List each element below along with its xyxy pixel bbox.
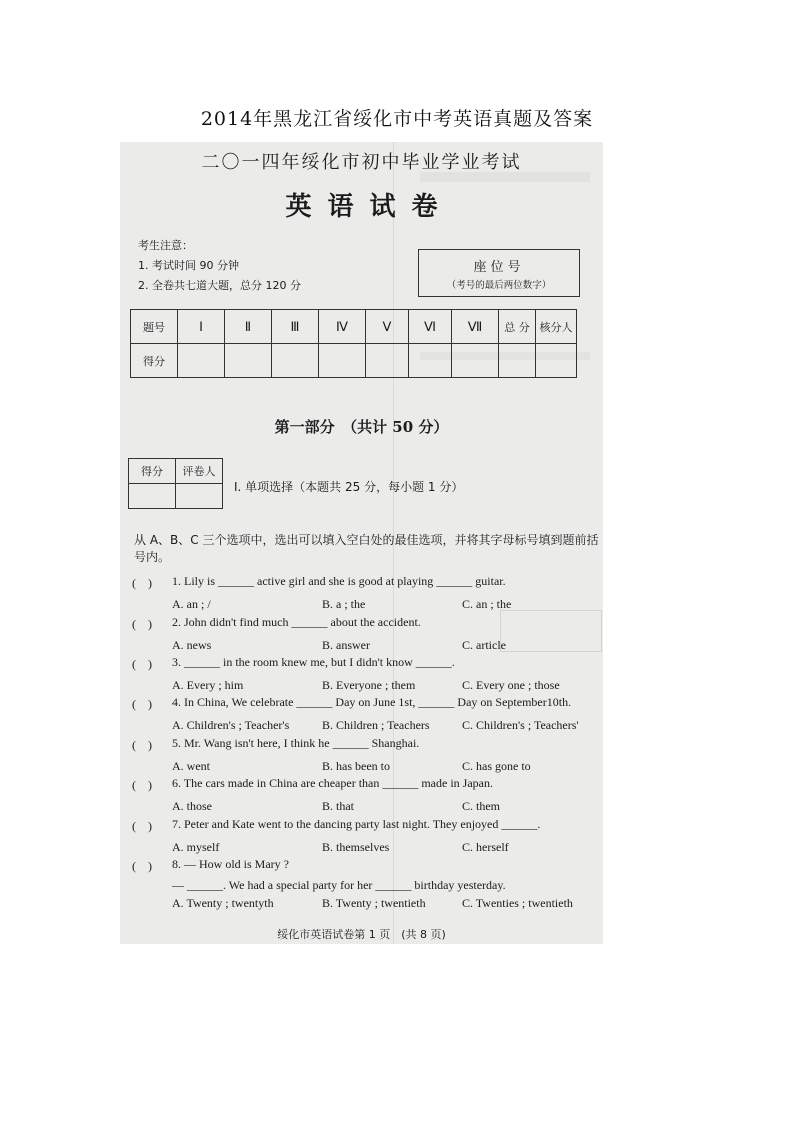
question-item xyxy=(132,776,597,814)
document-title: 2014年黑龙江省绥化市中考英语真题及答案 xyxy=(200,108,594,130)
option-c: C. article xyxy=(462,638,506,652)
answer-bracket: ( ) xyxy=(132,859,152,873)
grader-table xyxy=(128,458,223,509)
option-a: A. Children's ; Teacher's xyxy=(172,718,290,732)
score-cell xyxy=(319,344,366,378)
question-stem: 3. ______ in the room knew me, but I didn't know ______. xyxy=(172,655,455,669)
question-item xyxy=(132,655,597,693)
option-c: C. an ; the xyxy=(462,597,512,611)
option-a: A. an ; / xyxy=(172,597,211,611)
option-c: C. has gone to xyxy=(462,759,531,773)
option-a: A. news xyxy=(172,638,212,652)
option-c: C. Twenties ; twentieth xyxy=(462,896,573,910)
option-a: A. went xyxy=(172,759,210,773)
candidate-notice xyxy=(138,236,301,296)
part-title: 第一部分 （共计 50 分） xyxy=(274,418,449,436)
grader-header: 得分 xyxy=(129,459,176,484)
answer-bracket: ( ) xyxy=(132,617,152,631)
question-stem: 1. Lily is ______ active girl and she is good at playing ______ guitar. xyxy=(172,574,506,588)
answer-bracket: ( ) xyxy=(132,778,152,792)
question-stem: 6. The cars made in China are cheaper than ______ made in Japan. xyxy=(172,776,493,790)
scanned-exam-page xyxy=(120,142,603,944)
question-item xyxy=(132,615,597,653)
score-table-score-row xyxy=(131,344,577,378)
section-title: Ⅰ. 单项选择（本题共 25 分，每小题 1 分） xyxy=(234,480,464,494)
section-instruction: 从 A、B、C 三个选项中，选出可以填入空白处的最佳选项，并将其字母标号填到题前括号内。 xyxy=(134,533,599,564)
score-table-header-row xyxy=(131,310,577,344)
seat-hint: （考号的最后两位数字） xyxy=(446,280,552,291)
paper-title: 英语试卷 xyxy=(285,192,454,222)
question-stem: 8. — How old is Mary ? xyxy=(172,857,289,871)
score-table xyxy=(130,309,577,378)
score-cell xyxy=(366,344,409,378)
question-stem: 2. John didn't find much ______ about the accident. xyxy=(172,615,421,629)
column-header: Ⅲ xyxy=(272,310,319,344)
score-cell xyxy=(409,344,452,378)
column-header: Ⅰ xyxy=(178,310,225,344)
option-b: B. has been to xyxy=(322,759,390,773)
column-header: 核分人 xyxy=(536,310,577,344)
answer-bracket: ( ) xyxy=(132,657,152,671)
column-header: Ⅵ xyxy=(409,310,452,344)
option-b: B. Everyone ; them xyxy=(322,678,416,692)
column-header: Ⅱ xyxy=(225,310,272,344)
question-stem: 7. Peter and Kate went to the dancing party last night. They enjoyed ______. xyxy=(172,817,541,831)
column-header: 总 分 xyxy=(499,310,536,344)
option-b: B. that xyxy=(322,799,354,813)
option-c: C. them xyxy=(462,799,500,813)
option-a: A. myself xyxy=(172,840,220,854)
question-item xyxy=(132,736,597,774)
option-b: B. Twenty ; twentieth xyxy=(322,896,426,910)
option-c: C. herself xyxy=(462,840,509,854)
column-header: Ⅴ xyxy=(366,310,409,344)
row-label: 得分 xyxy=(131,344,178,378)
notice-title: 考生注意： xyxy=(138,239,193,252)
option-b: B. answer xyxy=(322,638,370,652)
seat-number-box xyxy=(418,249,580,297)
score-cell xyxy=(272,344,319,378)
answer-bracket: ( ) xyxy=(132,576,152,590)
question-item xyxy=(132,695,597,733)
answer-bracket: ( ) xyxy=(132,697,152,711)
option-b: B. Children ; Teachers xyxy=(322,718,430,732)
answer-bracket: ( ) xyxy=(132,819,152,833)
option-c: C. Every one ; those xyxy=(462,678,560,692)
score-cell xyxy=(452,344,499,378)
column-header: Ⅶ xyxy=(452,310,499,344)
question-stem-line-2: — ______. We had a special party for her ______ birthday yesterday. xyxy=(172,878,506,892)
option-a: A. Every ; him xyxy=(172,678,244,692)
option-b: B. a ; the xyxy=(322,597,366,611)
option-a: A. Twenty ; twentyth xyxy=(172,896,274,910)
question-stem: 4. In China, We celebrate ______ Day on June 1st, ______ Day on September10th. xyxy=(172,695,572,709)
column-header: Ⅳ xyxy=(319,310,366,344)
question-item xyxy=(132,857,597,911)
score-cell xyxy=(178,344,225,378)
grader-cell xyxy=(129,484,176,509)
option-b: B. themselves xyxy=(322,840,390,854)
notice-line: 1. 考试时间 90 分钟 xyxy=(138,259,239,272)
row-label: 题号 xyxy=(131,310,178,344)
question-item xyxy=(132,574,597,612)
question-stem: 5. Mr. Wang isn't here, I think he ______ Shanghai. xyxy=(172,736,420,750)
notice-line: 2. 全卷共七道大题，总分 120 分 xyxy=(138,279,301,292)
question-item xyxy=(132,817,597,855)
option-a: A. those xyxy=(172,799,212,813)
option-c: C. Children's ; Teachers' xyxy=(462,718,579,732)
score-cell xyxy=(536,344,577,378)
answer-bracket: ( ) xyxy=(132,738,152,752)
seat-label: 座位号 xyxy=(473,260,525,275)
grader-cell xyxy=(176,484,223,509)
score-cell xyxy=(499,344,536,378)
exam-header: 二〇一四年绥化市初中毕业学业考试 xyxy=(201,152,522,173)
grader-header: 评卷人 xyxy=(176,459,223,484)
page-footer: 绥化市英语试卷第 1 页 (共 8 页) xyxy=(277,928,446,941)
score-cell xyxy=(225,344,272,378)
